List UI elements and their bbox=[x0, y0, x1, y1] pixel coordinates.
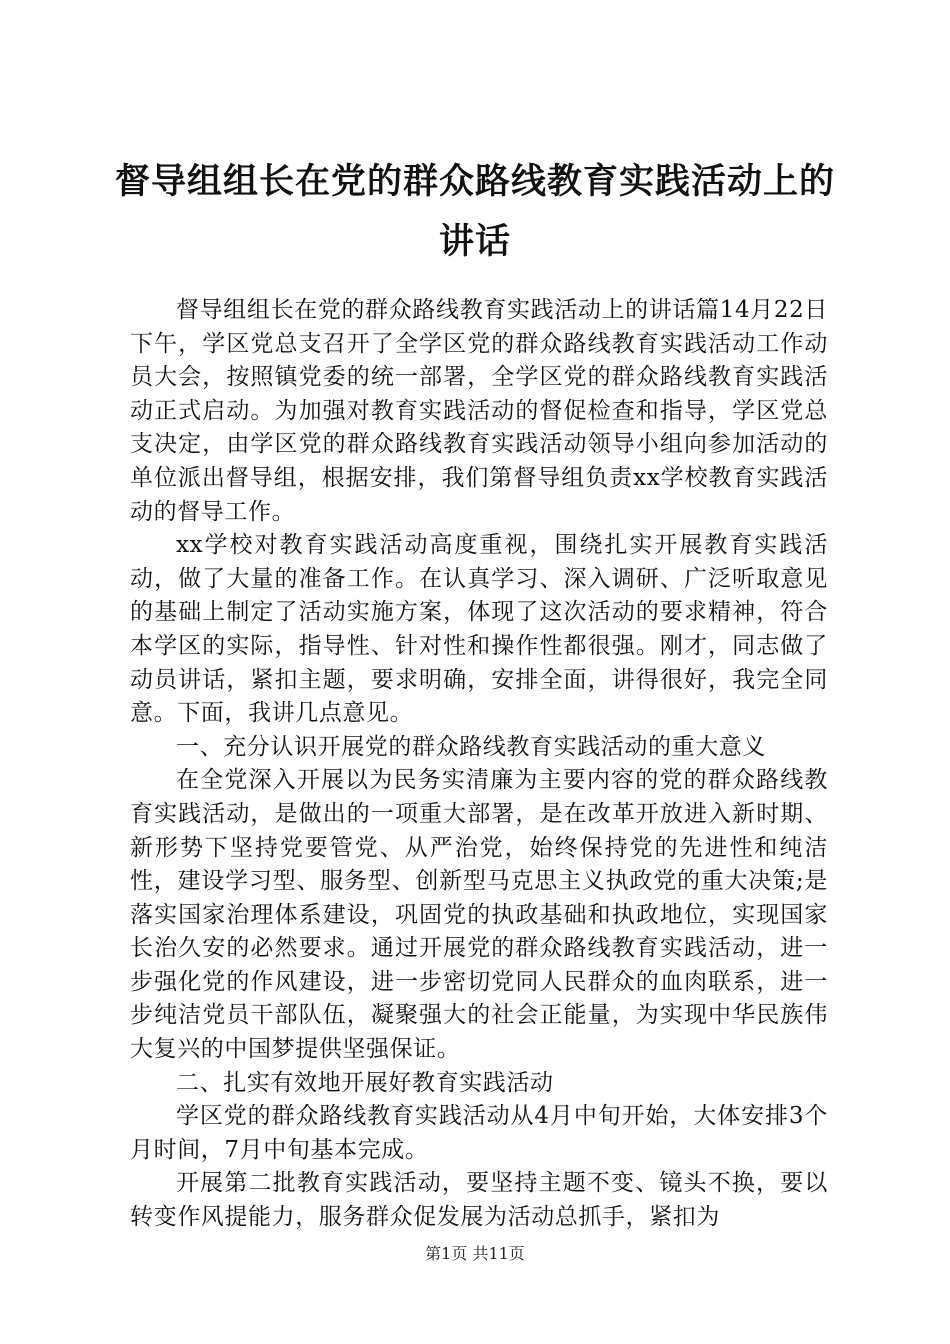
section-heading-implementation: 二、扎实有效地开展好教育实践活动 bbox=[176, 1069, 554, 1096]
paragraph-school-preparation: xx学校对教育实践活动高度重视，围绕扎实开展教育实践活动，做了大量的准备工作。在认真学习、深入调研、广泛听取意见的基础上制定了活动实施方案，体现了这次活动的要求精神，符合本学区的实际，指导性、针对性和操作性都很强。刚才，同志做了动员讲话，紧扣主题，要求明确，安排全面，讲得很好，我完全同意。下面，我讲几点意见。 bbox=[130, 532, 828, 727]
page-number: 第1页 共11页 bbox=[425, 1244, 525, 1263]
section-heading-significance: 一、充分认识开展党的群众路线教育实践活动的重大意义 bbox=[176, 733, 766, 760]
paragraph-intro: 督导组组长在党的群众路线教育实践活动上的讲话篇14月22日下午，学区党总支召开了全学区党的群众路线教育实践活动工作动员大会，按照镇党委的统一部署，全学区党的群众路线教育实践活动正式启动。为加强对教育实践活动的督促检查和指导，学区党总支决定，由学区党的群众路线教育实践活动领导小组向参加活动的单位派出督导组，根据安排，我们第督导组负责xx学校教育实践活动的督导工作。 bbox=[130, 297, 828, 525]
paragraph-schedule: 学区党的群众路线教育实践活动从4月中旬开始，大体安排3个月时间，7月中旬基本完成。 bbox=[130, 1103, 828, 1163]
paragraph-second-batch: 开展第二批教育实践活动，要坚持主题不变、镜头不换，要以转变作风提能力，服务群众促发展为活动总抓手，紧扣为 bbox=[130, 1170, 828, 1231]
document-title: 督导组组长在党的群众路线教育实践活动上的讲话 bbox=[114, 162, 835, 262]
document-body bbox=[130, 294, 828, 1235]
paragraph-significance: 在全党深入开展以为民务实清廉为主要内容的党的群众路线教育实践活动，是做出的一项重大部署，是在改革开放进入新时期、新形势下坚持党要管党、从严治党，始终保持党的先进性和纯洁性，建设学习型、服务型、创新型马克思主义执政党的重大决策;是落实国家治理体系建设，巩固党的执政基础和执政地位，实现国家长治久安的必然要求。通过开展党的群众路线教育实践活动，进一步强化党的作风建设，进一步密切党同人民群众的血肉联系，进一步纯洁党员干部队伍，凝聚强大的社会正能量，为实现中华民族伟大复兴的中国梦提供坚强保证。 bbox=[130, 767, 828, 1063]
